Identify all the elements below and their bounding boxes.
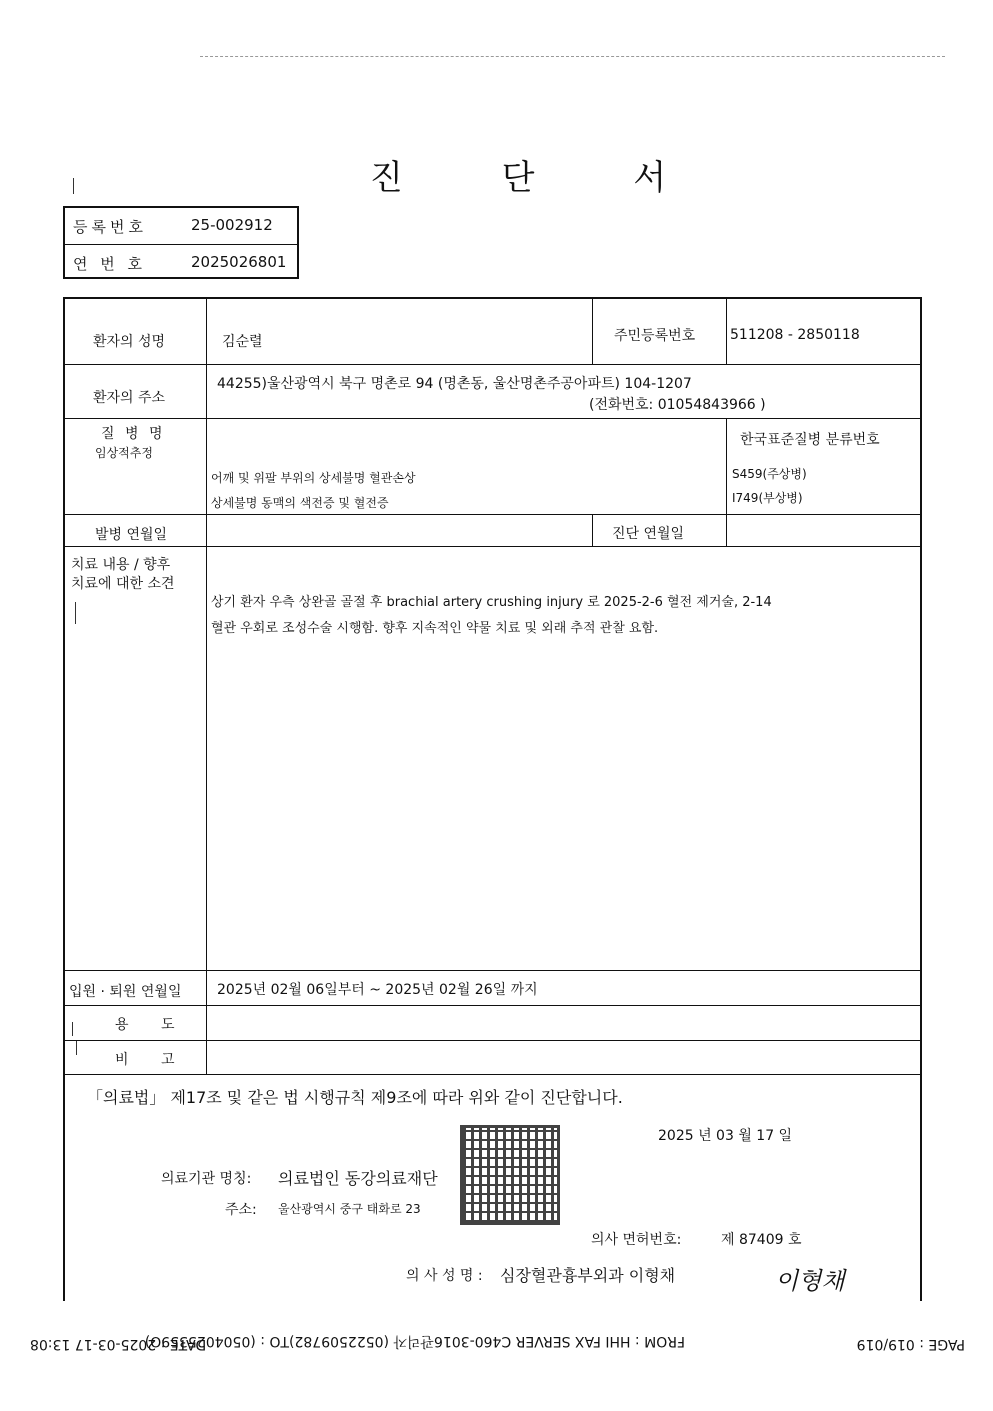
treatment-label-line2: 치료에 대한 소견 [71,576,175,592]
rule [592,514,593,546]
patient-name-value: 김순렬 [222,334,263,350]
institution-name-value: 의료법인 동강의료재단 [278,1169,438,1188]
disease-label: 질 병 명 [101,426,166,442]
treatment-label-line1: 치료 내용 / 향후 [71,557,171,573]
scan-mark [73,178,74,194]
onset-date-label: 발병 연월일 [95,527,168,543]
serial-number-value: 2025026801 [191,253,287,271]
rule [65,1040,920,1041]
address-line1: 44255)울산광역시 북구 명촌로 94 (명촌동, 울산명촌주공아파트) 104-1207 [217,376,692,392]
fax-page: PAGE : 019/019 [856,1336,965,1352]
code-primary: S459(주상병) [732,467,807,481]
disease-code-label: 한국표준질병 분류번호 [740,432,880,448]
registration-number-value: 25-002912 [191,216,273,234]
doctor-license-value: 제 87409 호 [721,1232,802,1248]
fax-from: FROM : HHI FAX SERVER C460-3016관리자 (0522509782)TO : (0504025359O) [144,1333,685,1349]
purpose-label: 용 도 [115,1017,189,1033]
disease-sublabel: 임상적추정 [95,446,153,460]
doctor-name-label: 의 사 성 명 : [406,1268,483,1284]
rule [65,970,920,971]
code-secondary: I749(부상병) [732,491,803,505]
certificate-table [63,297,922,1301]
top-dashed-line [200,56,945,57]
doctor-dept-name: 심장혈관흉부외과 이형채 [500,1266,676,1285]
registration-number-label: 등록번호 [73,218,147,236]
declaration-text: 「의료법」 제17조 및 같은 법 시행규칙 제9조에 따라 위와 같이 진단합니다. [87,1088,623,1107]
doctor-signature: 이형채 [775,1267,845,1295]
rule [206,299,207,1074]
treatment-text-line1: 상기 환자 우측 상완골 골절 후 brachial artery crushing injury 로 2025-2-6 혈전 제거술, 2-14 [211,595,772,610]
rrn-label: 주민등록번호 [614,328,696,344]
institution-name-label: 의료기관 명칭: [161,1171,252,1187]
scan-mark [75,602,76,624]
serial-number-row [65,244,297,280]
institution-address-value: 울산광역시 중구 태화로 23 [278,1202,421,1216]
scan-mark [72,1022,73,1036]
rule [65,1005,920,1006]
diagnosis-primary: 어깨 및 위팔 부위의 상세불명 혈관손상 [211,471,416,485]
rule [726,418,727,546]
patient-name-label: 환자의 성명 [93,334,166,350]
document-title: 진 단 서 [370,158,711,198]
rule [65,546,920,547]
diagnosis-secondary: 상세불명 동맥의 색전증 및 혈전증 [211,496,389,510]
fax-header-strip [30,1326,965,1356]
admission-value: 2025년 02월 06일부터 ~ 2025년 02월 26일 까지 [217,982,538,998]
issue-date: 2025 년 03 월 17 일 [658,1128,793,1144]
diagnosis-date-label: 진단 연월일 [612,526,685,542]
rule [65,514,920,515]
remarks-label: 비 고 [115,1052,189,1068]
serial-number-label: 연 번 호 [73,255,147,273]
rule [65,1074,920,1075]
rule [65,364,920,365]
fax-date: DATE : 2025-03-17 13:08 [30,1336,207,1352]
address-line2: (전화번호: 01054843966 ) [589,397,766,413]
doctor-license-label: 의사 면허번호: [591,1232,682,1248]
rule [592,299,593,364]
institution-address-label: 주소: [225,1202,257,1218]
rrn-value: 511208 - 2850118 [730,327,860,343]
registration-number-row [65,208,297,243]
rule [65,418,920,419]
address-label: 환자의 주소 [93,390,166,406]
scan-mark [76,1041,77,1055]
treatment-text-line2: 혈관 우회로 조성수술 시행함. 향후 지속적인 약물 치료 및 외래 추적 관찰 요함. [211,621,659,636]
registration-box [63,206,299,279]
admission-label: 입원 · 퇴원 연월일 [69,984,182,1000]
institution-seal [460,1125,560,1225]
rule [726,299,727,364]
